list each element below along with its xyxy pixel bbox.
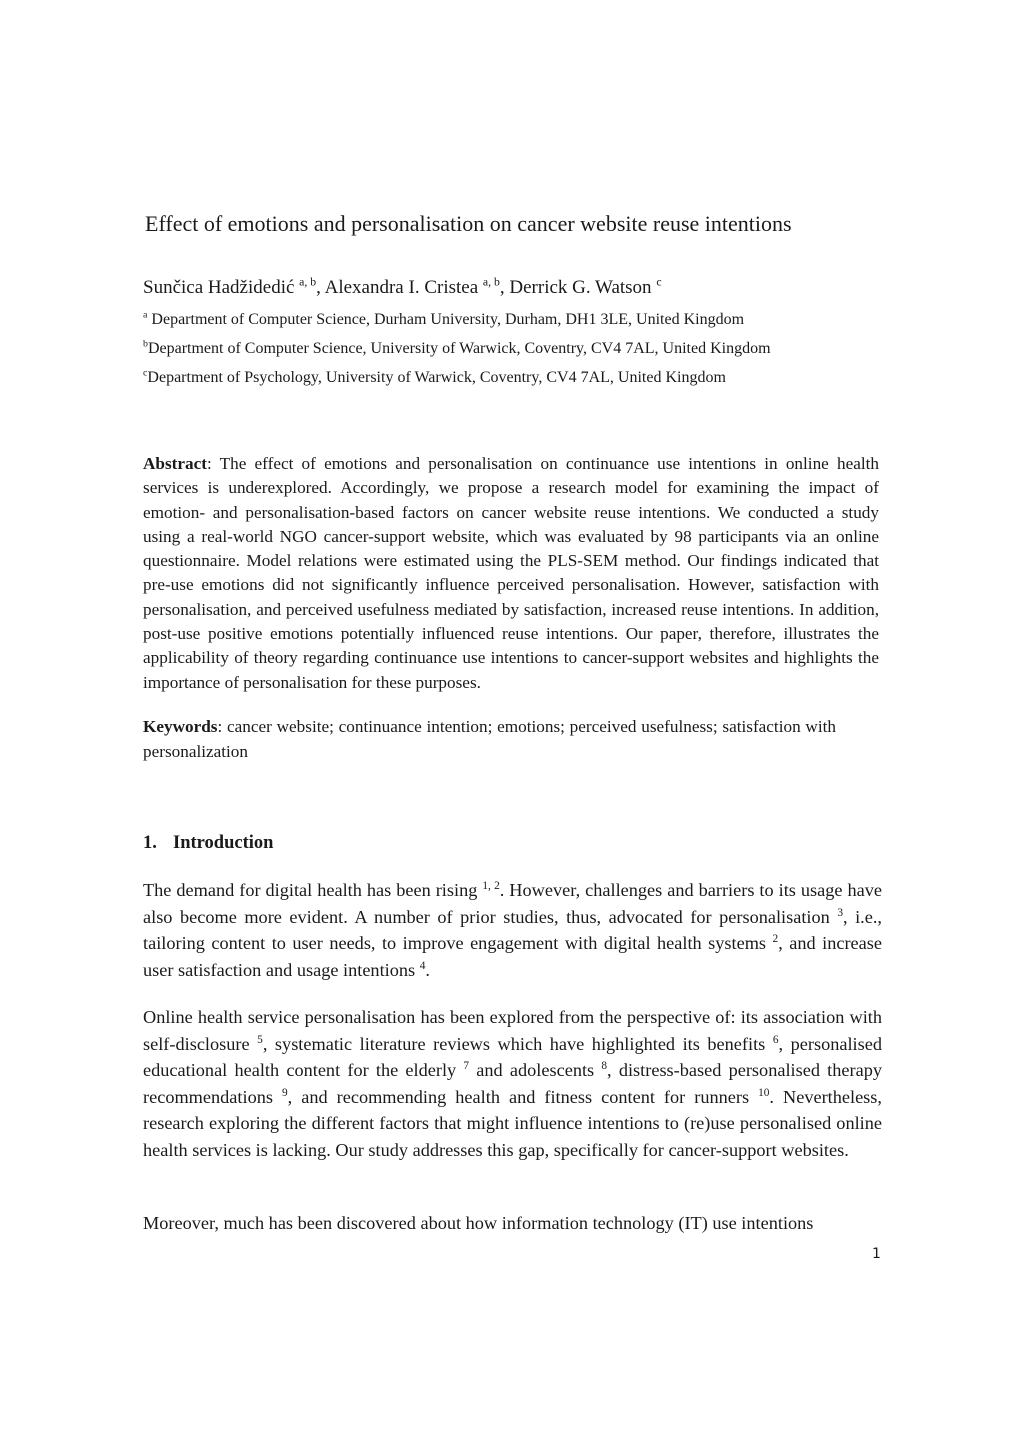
affiliation xyxy=(143,339,771,359)
section-title: Introduction xyxy=(173,833,274,853)
citation-ref: 1, 2 xyxy=(482,879,500,892)
paper-title: Effect of emotions and personalisation on cancer website reuse intentions xyxy=(145,211,792,236)
abstract-label: Abstract xyxy=(143,454,207,473)
paragraph-text-run: , systematic literature reviews which have highlighted its benefits xyxy=(262,1033,773,1054)
page-number: 1 xyxy=(872,1246,881,1262)
author-name: Derrick G. Watson xyxy=(509,277,652,298)
affiliation xyxy=(143,368,726,388)
author-separator: , xyxy=(499,277,510,298)
paragraph-text-run: , distress-based personalised therapy recommendations xyxy=(143,1060,882,1107)
affiliation-mark: c xyxy=(143,367,148,379)
citation-ref: 4 xyxy=(419,959,426,972)
affiliation-text: Department of Computer Science, University of Warwick, Coventry, CV4 7AL, United Kingdom xyxy=(147,340,771,357)
paragraph-text-run: , i.e., tailoring content to user needs, to improve engagement with digital health systems xyxy=(143,906,882,954)
citation-ref: 10 xyxy=(758,1086,770,1099)
author-affiliation-mark: c xyxy=(656,275,662,289)
paragraph-text-run: and adolescents xyxy=(469,1060,602,1081)
paragraph-text-run: , personalised educational health content for the elderly xyxy=(143,1033,882,1081)
affiliation xyxy=(143,310,744,330)
author-name: Alexandra I. Cristea xyxy=(324,277,479,298)
paragraph-text-run: . However, challenges and barriers to its usage have also become more evident. A number of prior studies, thus, advocated for personalisation xyxy=(143,880,882,927)
paragraph-text-run: . xyxy=(425,959,430,980)
body-paragraph xyxy=(143,1004,882,1164)
author-separator: , xyxy=(316,277,325,298)
body-paragraph xyxy=(143,877,882,983)
citation-ref: 5 xyxy=(257,1033,263,1046)
author-name: Sunčica Hadžidedić xyxy=(143,277,295,298)
keywords-label: Keywords xyxy=(143,717,218,736)
affiliation-text: Department of Computer Science, Durham University, Durham, DH1 3LE, United Kingdom xyxy=(151,311,745,328)
author-list xyxy=(143,276,662,300)
paragraph-text-run: , and increase user satisfaction and usage intentions xyxy=(143,933,882,980)
citation-ref: 3 xyxy=(837,906,843,919)
citation-ref: 8 xyxy=(601,1060,608,1073)
citation-ref: 7 xyxy=(463,1060,470,1073)
section-heading xyxy=(143,831,273,855)
body-paragraph xyxy=(143,1210,882,1237)
citation-ref: 2 xyxy=(772,933,779,946)
paragraph-text-run: Moreover, much has been discovered about how information technology (IT) use intentions xyxy=(143,1213,814,1233)
paragraph-text-run: Online health service personalisation has been explored from the perspective of: its association with self-disclosure xyxy=(143,1007,882,1054)
author-affiliation-mark: a, b xyxy=(482,275,500,289)
abstract xyxy=(143,452,879,695)
affiliation-mark: b xyxy=(143,338,148,350)
keywords xyxy=(143,715,836,764)
affiliation-text: Department of Psychology, University of Warwick, Coventry, CV4 7AL, United Kingdom xyxy=(147,369,726,386)
citation-ref: 9 xyxy=(281,1086,288,1099)
paragraph-text-run: . Nevertheless, research exploring the different factors that might influence intentions to (re)use personalised online health services is lacking. Our study addresses this gap, specifically for cancer-support websites. xyxy=(143,1086,882,1160)
paragraph-text-run: The demand for digital health has been rising xyxy=(143,880,483,900)
citation-ref: 6 xyxy=(772,1033,779,1046)
affiliation-mark: a xyxy=(143,309,148,321)
section-number: 1. xyxy=(143,833,157,853)
author-affiliation-mark: a, b xyxy=(299,275,317,289)
abstract-text: : The effect of emotions and personalisation on continuance use intentions in online health services is underexplored. Accordingly, we propose a research model for examining the impact of emotion- and personalisation-based factors on cancer website reuse intentions. We conducted a study using a real-world NGO cancer-support website, which was evaluated by 98 participants via an online questionnaire. Model relations were estimated using the PLS-SEM method. Our findings indicated that pre-use emotions did not significantly influence perceived personalisation. However, satisfaction with personalisation, and perceived usefulness mediated by satisfaction, increased reuse intentions. In addition, post-use positive emotions potentially influenced reuse intentions. Our paper, therefore, illustrates the applicability of theory regarding continuance use intentions to cancer-support websites and highlights the importance of personalisation for these purposes. xyxy=(143,454,879,692)
paragraph-text-run: , and recommending health and fitness content for runners xyxy=(287,1086,759,1107)
keywords-text: : cancer website; continuance intention; emotions; perceived usefulness; satisfaction with personalization xyxy=(143,717,836,761)
